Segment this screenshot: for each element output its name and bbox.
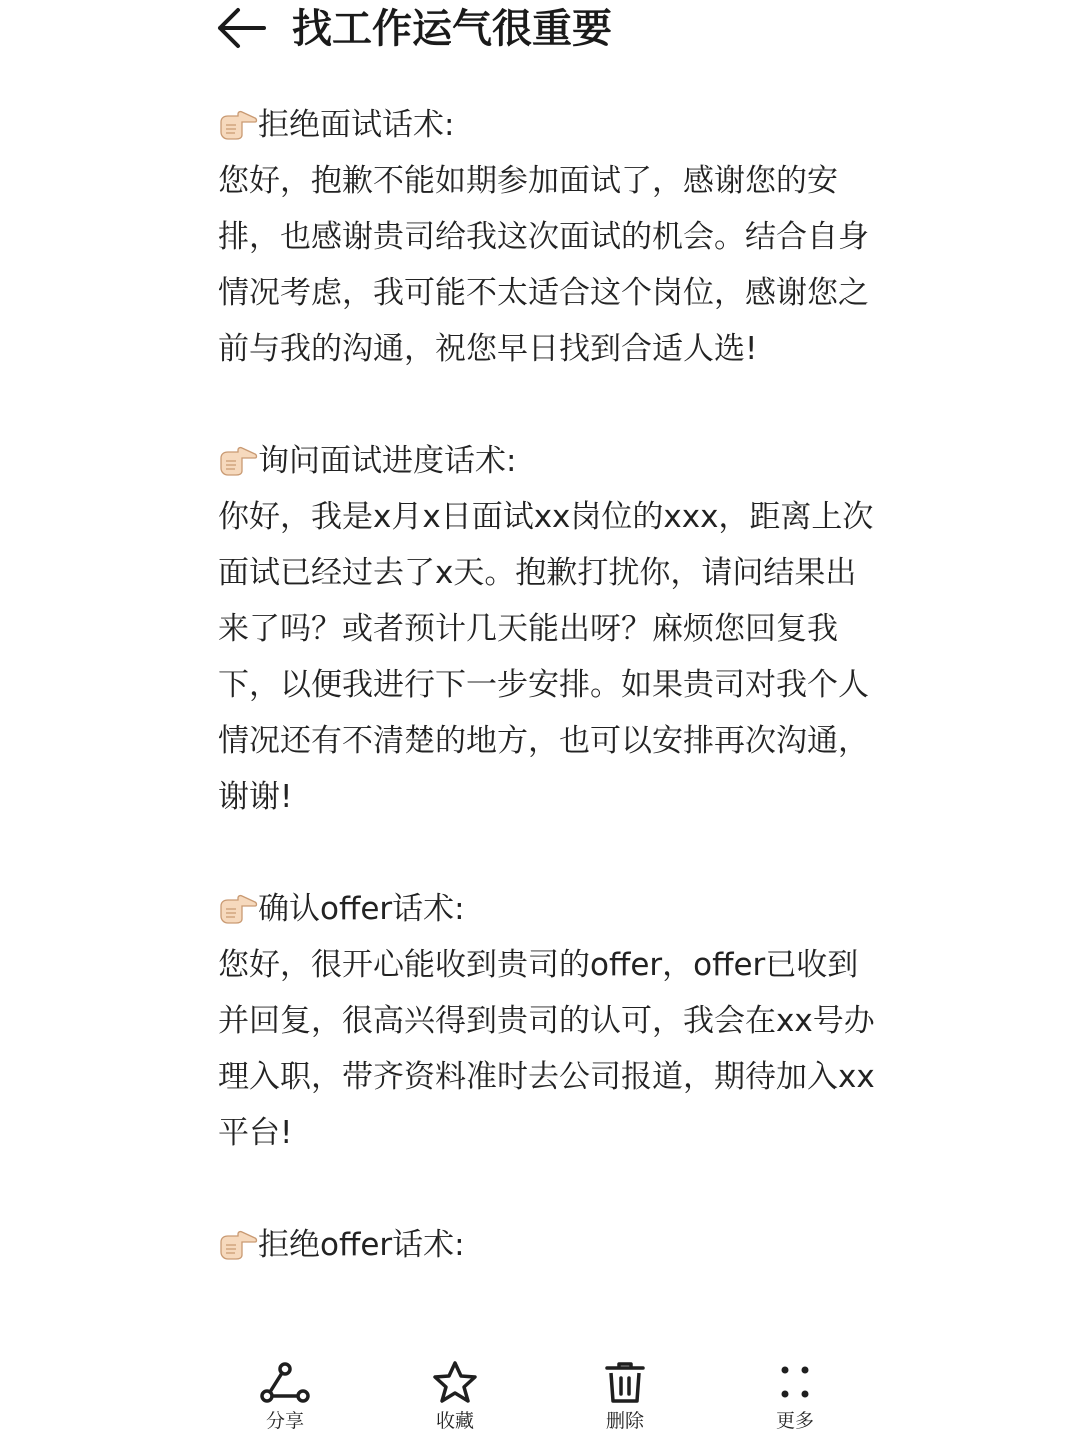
favorite-button[interactable] xyxy=(405,1350,505,1440)
section-heading-text: 拒绝面试话术: xyxy=(258,107,455,143)
more-dots-icon xyxy=(769,1360,821,1406)
section-body: 您好，很开心能收到贵司的offer，offer已收到并回复，很高兴得到贵司的认可，我会在xx号办理入职，带齐资料准时去公司报道，期待加入xx平台! xyxy=(218,947,875,1151)
favorite-label: 收藏 xyxy=(435,1410,474,1432)
share-icon xyxy=(259,1360,311,1406)
section-body: 你好，我是x月x日面试xx岗位的xxx，距离上次面试已经过去了x天。抱歉打扰你，请问结果出来了吗？或者预计几天能出呀？麻烦您回复我下，以便我进行下一步安排。如果贵司对我个人情况还有不清楚的地方，也可以安排再次沟通，谢谢! xyxy=(218,499,874,815)
pointing-right-emoji-icon xyxy=(218,108,258,142)
delete-label: 删除 xyxy=(605,1410,644,1432)
section-heading-text: 拒绝offer话术: xyxy=(258,1227,465,1263)
section-confirm-offer xyxy=(218,881,878,1161)
note-title: 找工作运气很重要 xyxy=(292,6,612,52)
top-bar xyxy=(0,0,1080,64)
section-body: 您好，抱歉不能如期参加面试了，感谢您的安排，也感谢贵司给我这次面试的机会。结合自身情况考虑，我可能不太适合这个岗位，感谢您之前与我的沟通，祝您早日找到合适人选! xyxy=(218,163,869,367)
pointing-right-emoji-icon xyxy=(218,444,258,478)
section-heading xyxy=(218,97,878,153)
section-heading-text: 询问面试进度话术: xyxy=(258,443,517,479)
more-button[interactable] xyxy=(745,1350,845,1440)
back-button[interactable] xyxy=(214,6,270,50)
note-content xyxy=(218,97,878,1339)
section-heading xyxy=(218,881,878,937)
section-reject-interview xyxy=(218,97,878,377)
section-heading-text: 确认offer话术: xyxy=(258,891,465,927)
section-ask-progress xyxy=(218,433,878,825)
bottom-action-bar xyxy=(0,1350,1080,1440)
star-icon xyxy=(429,1360,481,1406)
share-label: 分享 xyxy=(265,1410,304,1432)
arrow-left-icon xyxy=(214,6,270,50)
section-reject-offer xyxy=(218,1217,878,1273)
pointing-right-emoji-icon xyxy=(218,1228,258,1262)
delete-button[interactable] xyxy=(575,1350,675,1440)
section-heading xyxy=(218,433,878,489)
more-label: 更多 xyxy=(775,1410,814,1432)
share-button[interactable] xyxy=(235,1350,335,1440)
pointing-right-emoji-icon xyxy=(218,892,258,926)
trash-icon xyxy=(599,1360,651,1406)
content-fade xyxy=(0,1330,1080,1350)
section-heading xyxy=(218,1217,878,1273)
